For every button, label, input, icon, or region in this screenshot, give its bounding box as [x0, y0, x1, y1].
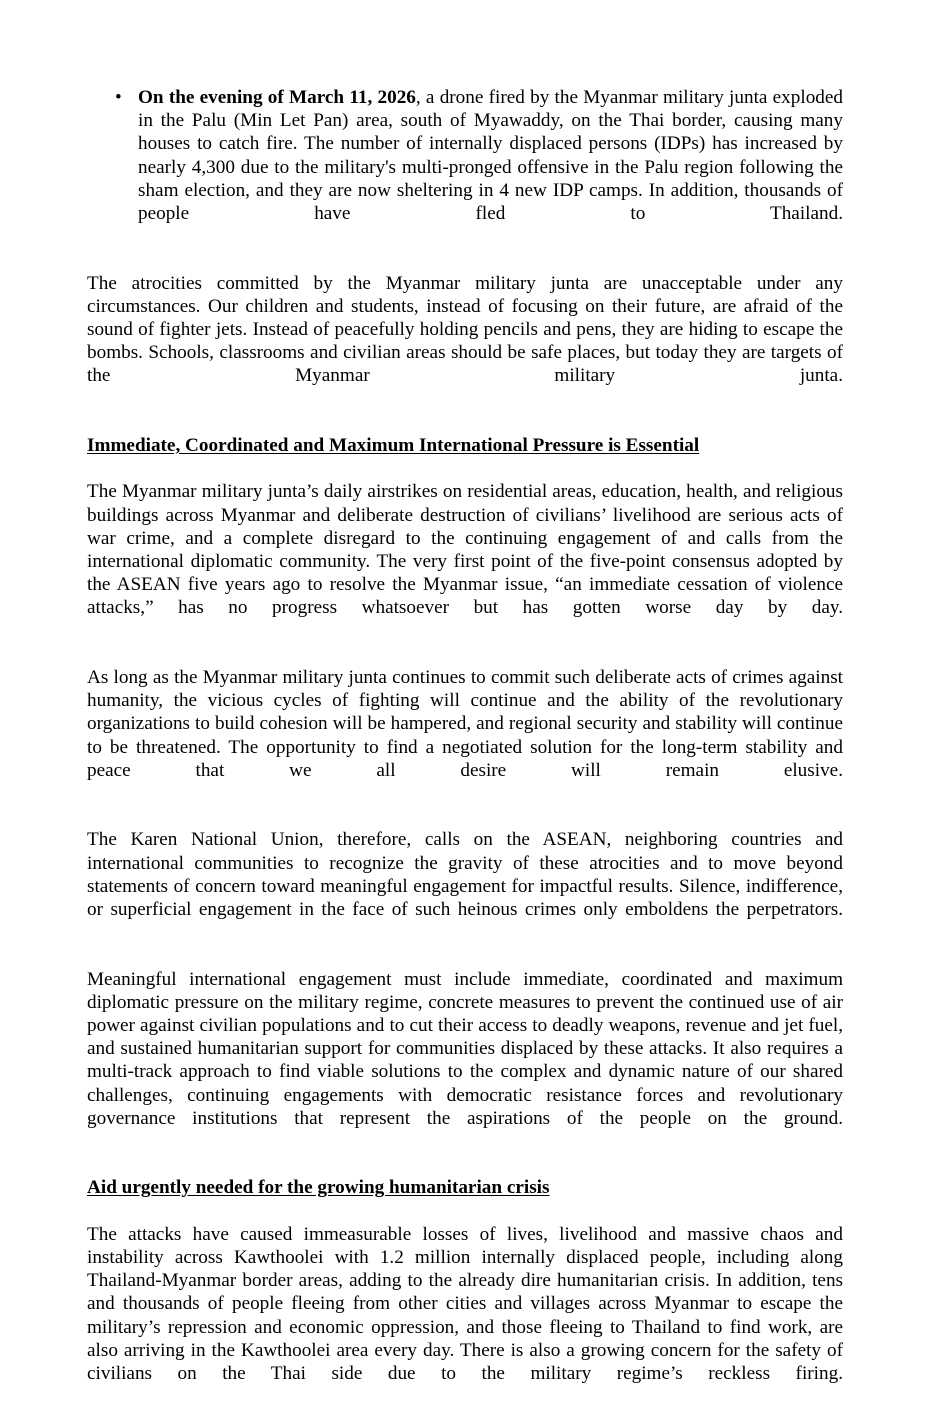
heading-aid-wrap [87, 1176, 843, 1199]
paragraph-atrocities: The atrocities committed by the Myanmar military junta are unacceptable under any circumstances. Our children and students, instead of focusing on their future, are afraid of the sound of fighter jets. Instead of peacefully holding pencils and pens, they are hiding to escape the bombs. Schools, classrooms and civilian areas should be safe places, but today they are targets of the Myanmar military junta. [87, 272, 843, 387]
paragraph-meaningful-engagement: Meaningful international engagement must include immediate, coordinated and maximum diplomatic pressure on the military regime, concrete measures to prevent the continued use of air power against civilian populations and to cut their access to deadly weapons, revenue and jet fuel, and sustained humanitarian support for communities displaced by these attacks. It also requires a multi-track approach to find viable solutions to the complex and dynamic nature of our shared challenges, continuing engagements with democratic resistance forces and revolutionary governance institutions that represent the aspirations of the people on the ground. [87, 968, 843, 1129]
bullet-point-icon: • [115, 87, 122, 108]
document-body [87, 86, 843, 1408]
list-item [87, 86, 843, 248]
bullet-lead-text: On the evening of March 11, 2026 [138, 87, 416, 108]
paragraph-humanitarian-crisis: The attacks have caused immeasurable losses of lives, livelihood and massive chaos and instability across Kawthoolei with 1.2 million internally displaced people, including along Thailand-Myanmar border areas, adding to the already dire humanitarian crisis. In addition, tens and thousands of people fleeing from other cities and villages across Myanmar to escape the military’s repression and economic oppression, and those fleeing to Thailand to find work, are also arriving in the Kawthoolei area every day. There is also a growing concern for the safety of civilians on the Thai side due to the military regime’s reckless firing. [87, 1223, 843, 1385]
paragraph-knu-calls: The Karen National Union, therefore, calls on the ASEAN, neighboring countries and international communities to recognize the gravity of these atrocities and to move beyond statements of concern toward meaningful engagement for impactful results. Silence, indifference, or superficial engagement in the face of such heinous crimes only emboldens the perpetrators. [87, 829, 843, 921]
paragraph-as-long-as: As long as the Myanmar military junta continues to commit such deliberate acts of crimes against humanity, the vicious cycles of fighting will continue and the ability of the revolutionary organizations to build cohesion will be hampered, and regional security and stability will continue to be threatened. The opportunity to find a negotiated solution for the long-term stability and peace that we all desire will remain elusive. [87, 667, 843, 781]
paragraph-airstrikes: The Myanmar military junta’s daily airstrikes on residential areas, education, health, and religious buildings across Myanmar and deliberate destruction of civilians’ livelihood are serious acts of war crime, and a complete disregard to the continuing engagement of and calls from the international diplomatic community. The very first point of the five-point consensus adopted by the ASEAN five years ago to resolve the Myanmar issue, “an immediate cessation of violence attacks,” has no progress whatsoever but has gotten worse day by day. [87, 481, 843, 619]
bullet-body-text: , a drone fired by the Myanmar military junta exploded in the Palu (Min Let Pan) area, south of Myawaddy, on the Thai border, causing many houses to catch fire. The number of internally displaced persons (IDPs) has increased by nearly 4,300 due to the military's multi-pronged offensive in the Palu region following the sham election, and they are now sheltering in 4 new IDP camps. In addition, thousands of people have fled to Thailand. [138, 87, 843, 225]
heading-pressure-wrap [87, 434, 843, 457]
section-heading-pressure: Immediate, Coordinated and Maximum International Pressure is Essential [87, 435, 700, 457]
section-heading-aid: Aid urgently needed for the growing humanitarian crisis [87, 1177, 550, 1199]
bullet-list [87, 86, 843, 248]
